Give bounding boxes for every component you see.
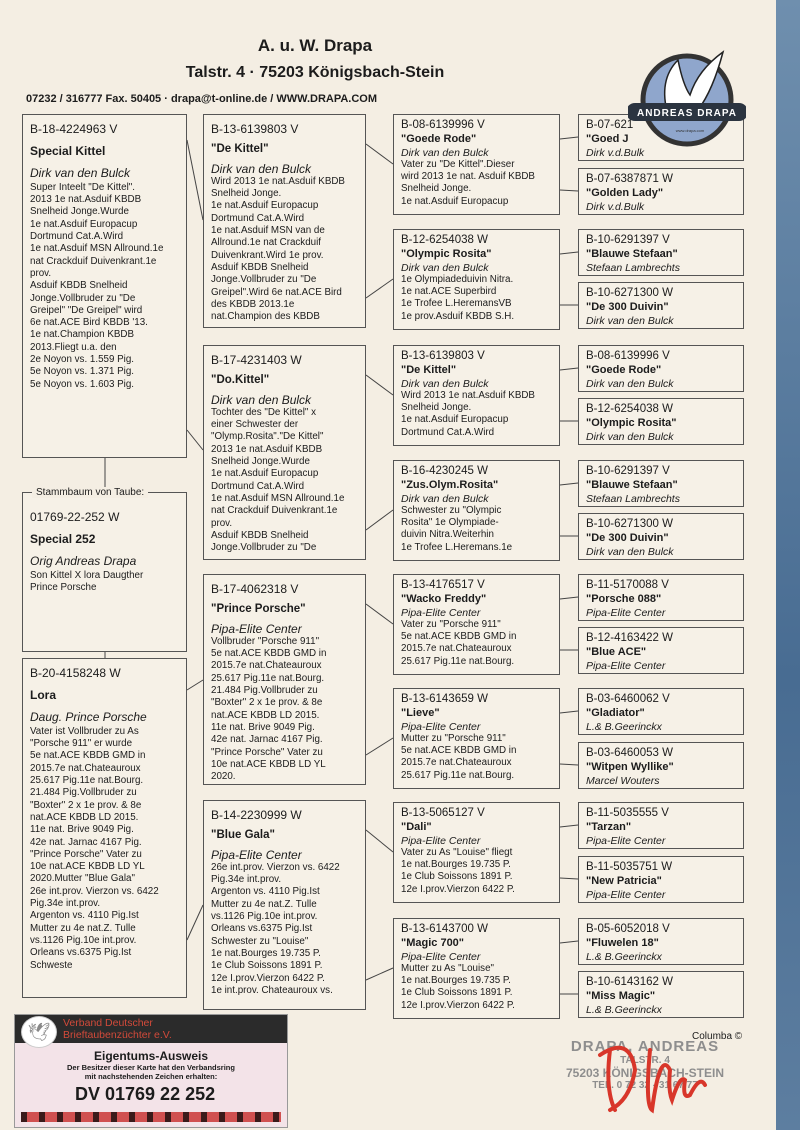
- breeder: Dirk v.d.Bulk: [586, 146, 645, 159]
- pigeon-name: "Blauwe Stefaan": [586, 248, 678, 261]
- breeder: Dirk van den Bulck: [401, 146, 489, 159]
- performance-notes: Vater zu "Porsche 911" 5e nat.ACE KBDB GMD in 2015.7e nat.Chateauroux 25.617 Pig.11e nat.Bourg.: [401, 618, 517, 667]
- pigeon-name: "Gladiator": [586, 707, 645, 720]
- breeder: Dirk van den Bulck: [401, 261, 489, 274]
- header-address: Talstr. 4 · 75203 Königsbach-Stein: [185, 64, 445, 81]
- ring-number: B-13-6139803 V: [401, 350, 485, 362]
- breeder: Pipa-Elite Center: [586, 606, 666, 619]
- breeder: Stefaan Lambrechts: [586, 261, 680, 274]
- breeder: L.& B.Geerinckx: [586, 1003, 662, 1016]
- pedigree-card: [578, 688, 744, 735]
- connector-line: [366, 968, 393, 980]
- performance-notes: Super Inteelt "De Kittel". 2013 1e nat.Asduif KBDB Snelheid Jonge.Wurde 1e nat.Asduif Europacup Dortmund Cat.A.Wird 1e nat.Asduif MSN Allround.1e nat Crackduif Duivenkrant.1e prov. Asduif KBDB Snelheid Jonge.Vollbruder zu "De Greipel" "De Greipel" wird 6e nat.ACE Bird KBDB '13. 1e nat.Champion KBDB 2013.Fliegt u.a. den 2e Noyon vs. 1.559 Pig. 5e Noyon vs. 1.371 Pig. 5e Noyon vs. 1.603 Pig.: [30, 181, 164, 390]
- pedigree-card: [578, 513, 744, 560]
- connector-line: [560, 483, 578, 485]
- ring-number: B-10-6291397 V: [586, 234, 670, 246]
- pedigree-card: [22, 114, 187, 458]
- connector-line: [560, 597, 578, 599]
- ring-number: B-13-5065127 V: [401, 807, 485, 819]
- pigeon-name: "De 300 Duivin": [586, 301, 669, 314]
- breeder: Pipa-Elite Center: [586, 659, 666, 672]
- ring-number: B-08-6139996 V: [586, 350, 670, 362]
- pigeon-name: "De 300 Duivin": [586, 532, 669, 545]
- connector-line: [187, 680, 203, 690]
- ring-number: B-10-6143162 W: [586, 976, 673, 988]
- stamp-street: TALSTR. 4: [620, 1055, 670, 1066]
- pedigree-card: [203, 345, 366, 560]
- pedigree-card: [393, 574, 560, 675]
- breeder: Dirk van den Bulck: [211, 161, 312, 176]
- ring-number: B-13-4176517 V: [401, 579, 485, 591]
- breeder: Pipa-Elite Center: [211, 847, 302, 862]
- signature: [590, 1030, 720, 1125]
- card-pattern-band: [21, 1112, 281, 1122]
- pedigree-card: [578, 345, 744, 392]
- pigeon-name: "Zus.Olym.Rosita": [401, 479, 499, 492]
- performance-notes: Vater zu As "Louise" fliegt 1e nat.Bourges 19.735 P. 1e Club Soissons 1891 P. 12e I.prov.Vierzon 6422 P.: [401, 846, 515, 895]
- performance-notes: Wird 2013 1e nat.Asduif KBDB Snelheid Jonge. 1e nat.Asduif Europacup Dortmund Cat.A.Wird: [401, 389, 535, 438]
- pigeon-name: Special Kittel: [30, 144, 106, 159]
- subject-breeder: Orig Andreas Drapa: [30, 553, 137, 568]
- breeder: Dirk van den Bulck: [586, 377, 674, 390]
- pedigree-card: [393, 114, 560, 215]
- pedigree-card: [578, 971, 744, 1018]
- breeder: Pipa-Elite Center: [401, 950, 481, 963]
- pigeon-name: "Goede Rode": [586, 364, 662, 377]
- pigeon-name: "Goed J: [586, 133, 629, 146]
- pigeon-name: "De Kittel": [211, 143, 269, 156]
- copyright: Columba ©: [692, 1031, 743, 1042]
- card-ring-number: DV 01769 22 252: [75, 1084, 216, 1104]
- ring-number: B-17-4062318 V: [211, 582, 299, 596]
- performance-notes: Mutter zu "Porsche 911" 5e nat.ACE KBDB GMD in 2015.7e nat.Chateauroux 25.617 Pig.11e nat.Bourg.: [401, 732, 517, 781]
- connector-line: [560, 941, 578, 943]
- pedigree-card: [578, 742, 744, 789]
- pigeon-name: Lora: [30, 688, 57, 703]
- pedigree-card: [578, 856, 744, 903]
- stamp-phone: TEL. 0 72 32 - 31 67 77: [592, 1080, 698, 1091]
- pigeon-name: "Blauwe Stefaan": [586, 479, 678, 492]
- pedigree-card: [393, 688, 560, 789]
- breeder: Dirk van den Bulck: [586, 545, 674, 558]
- ring-number: B-12-6254038 W: [401, 234, 488, 246]
- subject-pigeon-card: [22, 492, 187, 652]
- breeder: Marcel Wouters: [586, 774, 660, 787]
- breeder: Pipa-Elite Center: [401, 834, 481, 847]
- pigeon-name: "Tarzan": [586, 821, 632, 834]
- connector-line: [366, 375, 393, 395]
- connector-line: [560, 825, 578, 827]
- pigeon-name: "Fluwelen 18": [586, 937, 659, 950]
- header-title: A. u. W. Drapa: [257, 36, 373, 55]
- ring-number: B-14-2230999 W: [211, 808, 302, 822]
- ring-number: B-08-6139996 V: [401, 119, 485, 131]
- performance-notes: Wird 2013 1e nat.Asduif KBDB Snelheid Jonge. 1e nat.Asduif Europacup Dortmund Cat.A.Wird 1e nat.Asduif MSN van de Allround.1e nat Crackduif Duivenkrant.Wird 1e prov. Asduif KBDB Snelheid Jonge.Vollbruder zu "De Greipel".Wird 6e nat.ACE Bird des KBDB 2013.1e nat.Champion des KBDB: [211, 175, 345, 323]
- ring-number: B-17-4231403 W: [211, 353, 302, 367]
- pedigree-card: [203, 574, 366, 785]
- connector-line: [560, 711, 578, 713]
- dove-icon: 🕊: [21, 1016, 57, 1048]
- connector-line: [187, 430, 203, 450]
- connector-line: [560, 764, 578, 765]
- ring-number: B-12-4163422 W: [586, 632, 673, 644]
- ring-number: B-11-5035751 W: [586, 861, 673, 873]
- pigeon-name: "Prince Porsche": [211, 603, 306, 616]
- breeder: Pipa-Elite Center: [211, 621, 302, 636]
- ring-number: B-10-6291397 V: [586, 465, 670, 477]
- stamp-city: 75203 KÖNIGSBACH-STEIN: [565, 1066, 725, 1080]
- pedigree-card: [578, 398, 744, 445]
- pedigree-card: [393, 918, 560, 1019]
- pigeon-name: "Dali": [401, 821, 432, 834]
- connector-line: [366, 604, 393, 624]
- pedigree-card: [393, 229, 560, 330]
- connector-line: [366, 510, 393, 530]
- drapa-logo: [628, 40, 746, 158]
- header-contact: 07232 / 316777 Fax. 50405 · drapa@t-online.de / WWW.DRAPA.COM: [26, 93, 378, 105]
- pedigree-card: [578, 282, 744, 329]
- performance-notes: Vollbruder "Porsche 911" 5e nat.ACE KBDB GMD in 2015.7e nat.Chateauroux 25.617 Pig.11e nat.Bourg. 21.484 Pig.Vollbruder zu "Boxter" 2 x 1e prov. & 8e nat.ACE KBDB LD 2015. 11e nat. Brive 9049 Pig. 42e nat. Jarnac 4167 Pig. "Prince Porsche" Vater zu 10e nat.ACE KBDB LD YL 2020.: [211, 635, 327, 783]
- breeder: Pipa-Elite Center: [586, 888, 666, 901]
- ring-number: B-18-4224963 V: [30, 122, 118, 136]
- ring-number: B-07-6387871 W: [586, 173, 673, 185]
- breeder: Dirk van den Bulck: [401, 492, 489, 505]
- breeder: Dirk v.d.Bulk: [586, 200, 645, 213]
- breeder: L.& B.Geerinckx: [586, 720, 662, 733]
- pigeon-name: "Olympic Rosita": [586, 417, 677, 430]
- pedigree-card: [578, 229, 744, 276]
- ring-number: B-11-5170088 V: [586, 579, 669, 591]
- ring-number: B-13-6143700 W: [401, 923, 488, 935]
- ring-number: B-10-6271300 W: [586, 287, 673, 299]
- pigeon-name: "New Patricia": [586, 875, 662, 888]
- pigeon-name: "Do.Kittel": [211, 374, 270, 387]
- pigeon-name: "De Kittel": [401, 364, 457, 377]
- performance-notes: Vater ist Vollbruder zu As "Porsche 911" er wurde 5e nat.ACE KBDB GMD in 2015.7e nat.Chateauroux 25.617 Pig.11e nat.Bourg. 21.484 Pig.Vollbruder zu "Boxter" 2 x 1e prov. & 8e nat.ACE KBDB LD 2015. 11e nat. Brive 9049 Pig. 42e nat. Jarnac 4167 Pig. "Prince Porsche" Vater zu 10e nat.ACE KBDB LD YL 2020.Mutter "Blue Gala" 26e int.prov. Vierzon vs. 6422 Pig.34e int.prov. Argenton vs. 4110 Pig.Ist Mutter zu 4e nat.Z. Tulle vs.1126 Pig.10e int.prov. Orleans vs.6375 Pig.Ist Schweste: [30, 725, 159, 971]
- subject-ring: 01769-22-252 W: [30, 510, 120, 524]
- pigeon-name: "Goede Rode": [401, 133, 477, 146]
- ring-number: B-12-6254038 W: [586, 403, 673, 415]
- pigeon-name: "Porsche 088": [586, 593, 662, 606]
- ring-number: B-10-6271300 W: [586, 518, 673, 530]
- stamp-name: DRAPA, ANDREAS: [570, 1038, 720, 1055]
- ring-number: B-13-6139803 V: [211, 122, 299, 136]
- breeder: Dirk van den Bulck: [586, 430, 674, 443]
- pigeon-name: "Witpen Wyllike": [586, 761, 674, 774]
- performance-notes: Tochter des "De Kittel" x einer Schwester der "Olymp.Rosita"."De Kittel" 2013 1e nat.Asduif KBDB Snelheid Jonge.Wurde 1e nat.Asduif Europacup Dortmund Cat.A.Wird 1e nat.Asduif MSN Allround.1e nat Crackduif Duivenkrant.1e prov. Asduif KBDB Snelheid Jonge.Vollbruder zu "De: [211, 406, 345, 554]
- breeder: Pipa-Elite Center: [586, 834, 666, 847]
- breeder: Pipa-Elite Center: [401, 606, 481, 619]
- connector-line: [187, 140, 203, 220]
- pedigree-label: Stammbaum von Taube:: [32, 487, 148, 498]
- subject-name: Special 252: [30, 532, 96, 547]
- breeder: Dirk van den Bulck: [211, 392, 312, 407]
- ring-number: B-16-4230245 W: [401, 465, 488, 477]
- pedigree-card: [578, 168, 744, 215]
- pigeon-name: "Lieve": [401, 707, 440, 720]
- ring-number: B-11-5035555 V: [586, 807, 669, 819]
- pigeon-name: "Blue ACE": [586, 646, 647, 659]
- pedigree-card: [578, 460, 744, 507]
- card-description: Der Besitzer dieser Karte hat den Verbandsring mit nachstehenden Zeichen erhalten:: [67, 1063, 235, 1081]
- pedigree-card: [578, 627, 744, 674]
- pigeon-name: "Wacko Freddy": [401, 593, 487, 606]
- connector-line: [366, 144, 393, 164]
- pigeon-name: "Golden Lady": [586, 187, 664, 200]
- performance-notes: Schwester zu "Olympic Rosita" 1e Olympiade- duivin Nitra.Weiterhin 1e Trofee L.Heremans.1e: [401, 504, 513, 553]
- pedigree-card: [393, 802, 560, 903]
- connector-line: [560, 252, 578, 254]
- breeder: L.& B.Geerinckx: [586, 950, 662, 963]
- breeder: Dirk van den Bulck: [586, 314, 674, 327]
- performance-notes: 1e Olympiadeduivin Nitra. 1e nat.ACE Superbird 1e Trofee L.HeremansVB 1e prov.Asduif KBDB S.H.: [401, 273, 515, 322]
- pigeon-name: "Magic 700": [401, 937, 465, 950]
- pedigree-card: [578, 918, 744, 965]
- connector-line: [560, 878, 578, 879]
- ring-number: B-05-6052018 V: [586, 923, 670, 935]
- pedigree-card: [393, 345, 560, 446]
- performance-notes: Vater zu "De Kittel".Dieser wird 2013 1e nat. Asduif KBDB Snelheid Jonge. 1e nat.Asduif Europacup: [401, 158, 535, 207]
- ring-number: B-03-6460062 V: [586, 693, 670, 705]
- breeder: Daug. Prince Porsche: [30, 709, 147, 724]
- connector-line: [187, 905, 203, 940]
- subject-text: Son Kittel X lora Daugther Prince Porsche: [30, 569, 144, 594]
- performance-notes: 26e int.prov. Vierzon vs. 6422 Pig.34e int.prov. Argenton vs. 4110 Pig.Ist Mutter zu 4e nat.Z. Tulle vs.1126 Pig.10e int.prov. Orleans vs.6375 Pig.Ist Schwester zu "Louise" 1e nat.Bourges 19.735 P. 1e Club Soissons 1891 P. 12e I.prov.Vierzon 6422 P. 1e int.prov. Chateauroux vs.: [211, 861, 340, 996]
- svg-text:www.drapa.com: www.drapa.com: [675, 128, 705, 133]
- connector-line: [366, 738, 393, 755]
- card-title: Eigentums-Ausweis: [93, 1049, 209, 1063]
- connector-line: [560, 368, 578, 370]
- header: [0, 36, 560, 82]
- breeder: Pipa-Elite Center: [401, 720, 481, 733]
- ring-number: B-20-4158248 W: [30, 666, 121, 680]
- connector-line: [366, 279, 393, 298]
- pedigree-card: [203, 800, 366, 1010]
- connector-line: [560, 190, 578, 191]
- ring-number: B-07-621: [586, 119, 634, 131]
- pigeon-name: "Blue Gala": [211, 829, 275, 842]
- pedigree-card: [578, 802, 744, 849]
- pedigree-card: [203, 114, 366, 328]
- breeder: Dirk van den Bulck: [30, 165, 131, 180]
- connector-line: [560, 137, 578, 139]
- breeder: Dirk van den Bulck: [401, 377, 489, 390]
- card-org: Verband Deutscher Brieftaubenzüchter e.V.: [15, 1015, 287, 1043]
- pedigree-card: [393, 460, 560, 561]
- ring-number: B-03-6460053 W: [586, 747, 673, 759]
- breeder: Stefaan Lambrechts: [586, 492, 680, 505]
- ring-number: B-13-6143659 W: [401, 693, 488, 705]
- pigeon-name: "Miss Magic": [586, 990, 656, 1003]
- pedigree-card: [22, 658, 187, 998]
- svg-text:ANDREAS DRAPA: ANDREAS DRAPA: [636, 108, 738, 119]
- pigeon-name: "Olympic Rosita": [401, 248, 492, 261]
- ownership-card: [14, 1014, 288, 1128]
- connector-line: [366, 830, 393, 852]
- pedigree-card: [578, 574, 744, 621]
- performance-notes: Mutter zu As "Louise" 1e nat.Bourges 19.735 P. 1e Club Soissons 1891 P. 12e I.prov.Vierzon 6422 P.: [401, 962, 515, 1011]
